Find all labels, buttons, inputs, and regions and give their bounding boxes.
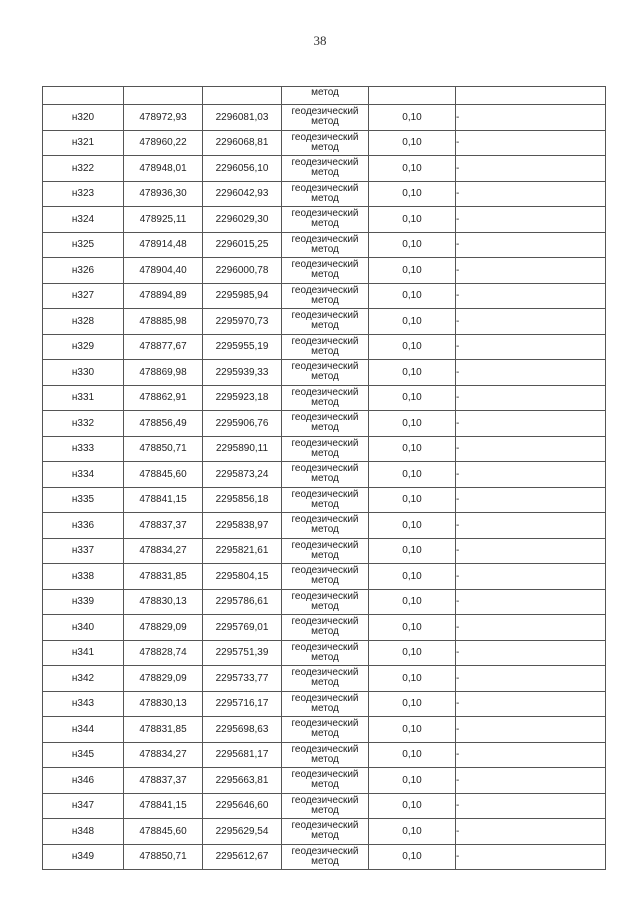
cell-note: -	[456, 207, 606, 233]
table-row	[43, 258, 606, 284]
cell-accuracy	[369, 87, 456, 105]
method-line-1: геодезический	[291, 208, 359, 220]
method-line-2: метод	[311, 269, 339, 281]
method-line-1: геодезический	[291, 412, 359, 424]
cell-x: 478850,71	[124, 844, 203, 870]
table-row	[43, 232, 606, 258]
table-row	[43, 589, 606, 615]
cell-point-name: н337	[43, 538, 124, 564]
method-line-2: метод	[311, 422, 339, 434]
cell-accuracy: 0,10	[369, 487, 456, 513]
cell-note: -	[456, 691, 606, 717]
cell-accuracy: 0,10	[369, 130, 456, 156]
cell-method	[282, 564, 369, 590]
cell-y: 2295923,18	[203, 385, 282, 411]
cell-x: 478837,37	[124, 768, 203, 794]
cell-y	[203, 87, 282, 105]
cell-point-name: н326	[43, 258, 124, 284]
cell-x: 478856,49	[124, 411, 203, 437]
cell-point-name: н324	[43, 207, 124, 233]
table-row	[43, 487, 606, 513]
cell-point-name: н322	[43, 156, 124, 182]
cell-accuracy: 0,10	[369, 538, 456, 564]
cell-accuracy: 0,10	[369, 105, 456, 131]
cell-note: -	[456, 309, 606, 335]
cell-method: метод	[282, 87, 369, 105]
cell-x: 478837,37	[124, 513, 203, 539]
method-line-2: метод	[311, 498, 339, 510]
cell-method	[282, 232, 369, 258]
cell-note: -	[456, 717, 606, 743]
cell-x: 478831,85	[124, 717, 203, 743]
table-row	[43, 513, 606, 539]
cell-note: -	[456, 819, 606, 845]
method-line-1: геодезический	[291, 565, 359, 577]
cell-note: -	[456, 793, 606, 819]
cell-accuracy: 0,10	[369, 156, 456, 182]
cell-note: -	[456, 283, 606, 309]
table-row	[43, 283, 606, 309]
method-line-2: метод	[311, 855, 339, 867]
cell-note: -	[456, 589, 606, 615]
cell-y: 2296056,10	[203, 156, 282, 182]
cell-x: 478869,98	[124, 360, 203, 386]
table-row	[43, 793, 606, 819]
method-line-2: метод	[311, 677, 339, 689]
cell-method	[282, 258, 369, 284]
cell-x: 478894,89	[124, 283, 203, 309]
cell-accuracy: 0,10	[369, 309, 456, 335]
method-line-2: метод	[311, 473, 339, 485]
cell-y: 2296068,81	[203, 130, 282, 156]
method-line-1: геодезический	[291, 590, 359, 602]
cell-x: 478948,01	[124, 156, 203, 182]
method-line-2: метод	[311, 651, 339, 663]
cell-method	[282, 666, 369, 692]
method-line-1: геодезический	[291, 820, 359, 832]
cell-method	[282, 207, 369, 233]
cell-accuracy: 0,10	[369, 640, 456, 666]
cell-point-name	[43, 87, 124, 105]
method-line-1: геодезический	[291, 641, 359, 653]
method-line-1: геодезический	[291, 794, 359, 806]
cell-note: -	[456, 258, 606, 284]
cell-x: 478829,09	[124, 666, 203, 692]
cell-accuracy: 0,10	[369, 564, 456, 590]
table-row	[43, 844, 606, 870]
table-row	[43, 564, 606, 590]
method-line-1: геодезический	[291, 386, 359, 398]
table-row	[43, 181, 606, 207]
cell-accuracy: 0,10	[369, 207, 456, 233]
cell-x: 478914,48	[124, 232, 203, 258]
cell-note	[456, 87, 606, 105]
cell-point-name: н329	[43, 334, 124, 360]
cell-y: 2295786,61	[203, 589, 282, 615]
cell-y: 2295804,15	[203, 564, 282, 590]
cell-accuracy: 0,10	[369, 258, 456, 284]
table-row	[43, 207, 606, 233]
method-line-1: геодезический	[291, 335, 359, 347]
cell-accuracy: 0,10	[369, 181, 456, 207]
table-row	[43, 819, 606, 845]
cell-method	[282, 793, 369, 819]
cell-y: 2295821,61	[203, 538, 282, 564]
cell-y: 2295970,73	[203, 309, 282, 335]
cell-note: -	[456, 564, 606, 590]
method-line-1: геодезический	[291, 437, 359, 449]
method-line-2: метод	[311, 600, 339, 612]
cell-note: -	[456, 615, 606, 641]
method-line-1: геодезический	[291, 488, 359, 500]
cell-point-name: н328	[43, 309, 124, 335]
cell-point-name: н332	[43, 411, 124, 437]
cell-point-name: н346	[43, 768, 124, 794]
method-line-2: метод	[311, 575, 339, 587]
cell-note: -	[456, 436, 606, 462]
cell-x: 478830,13	[124, 691, 203, 717]
cell-accuracy: 0,10	[369, 793, 456, 819]
cell-accuracy: 0,10	[369, 666, 456, 692]
cell-x: 478845,60	[124, 462, 203, 488]
table-row	[43, 360, 606, 386]
cell-method	[282, 181, 369, 207]
method-line-2: метод	[311, 141, 339, 153]
cell-method	[282, 640, 369, 666]
method-line-2: метод	[311, 320, 339, 332]
cell-y: 2295698,63	[203, 717, 282, 743]
method-line-2: метод	[311, 779, 339, 791]
method-line-1: геодезический	[291, 743, 359, 755]
table-row	[43, 691, 606, 717]
cell-y: 2295906,76	[203, 411, 282, 437]
method-line-2: метод	[311, 728, 339, 740]
method-line-2: метод	[311, 192, 339, 204]
cell-point-name: н335	[43, 487, 124, 513]
cell-x: 478960,22	[124, 130, 203, 156]
cell-method	[282, 819, 369, 845]
cell-point-name: н348	[43, 819, 124, 845]
table-row	[43, 411, 606, 437]
table-row-continuation	[43, 87, 606, 105]
cell-y: 2295890,11	[203, 436, 282, 462]
table-row	[43, 615, 606, 641]
cell-accuracy: 0,10	[369, 436, 456, 462]
cell-method	[282, 615, 369, 641]
cell-point-name: н341	[43, 640, 124, 666]
cell-accuracy: 0,10	[369, 385, 456, 411]
cell-y: 2295663,81	[203, 768, 282, 794]
cell-x: 478829,09	[124, 615, 203, 641]
cell-y: 2296042,93	[203, 181, 282, 207]
cell-point-name: н342	[43, 666, 124, 692]
cell-note: -	[456, 768, 606, 794]
cell-accuracy: 0,10	[369, 334, 456, 360]
method-line-2: метод	[311, 243, 339, 255]
table-row	[43, 334, 606, 360]
coordinates-table	[42, 86, 606, 870]
cell-note: -	[456, 666, 606, 692]
cell-point-name: н338	[43, 564, 124, 590]
cell-method	[282, 130, 369, 156]
method-line-2: метод	[311, 116, 339, 128]
cell-accuracy: 0,10	[369, 283, 456, 309]
cell-y: 2296081,03	[203, 105, 282, 131]
cell-point-name: н340	[43, 615, 124, 641]
cell-note: -	[456, 513, 606, 539]
cell-accuracy: 0,10	[369, 691, 456, 717]
cell-y: 2296015,25	[203, 232, 282, 258]
cell-accuracy: 0,10	[369, 232, 456, 258]
cell-accuracy: 0,10	[369, 411, 456, 437]
cell-note: -	[456, 334, 606, 360]
cell-note: -	[456, 181, 606, 207]
method-line-1: геодезический	[291, 514, 359, 526]
cell-note: -	[456, 640, 606, 666]
method-line-1: геодезический	[291, 539, 359, 551]
cell-x: 478828,74	[124, 640, 203, 666]
method-line-1: геодезический	[291, 361, 359, 373]
table-row	[43, 309, 606, 335]
cell-y: 2295856,18	[203, 487, 282, 513]
cell-y: 2296029,30	[203, 207, 282, 233]
table-row	[43, 436, 606, 462]
cell-accuracy: 0,10	[369, 768, 456, 794]
cell-note: -	[456, 105, 606, 131]
cell-point-name: н334	[43, 462, 124, 488]
method-line-2: метод	[311, 447, 339, 459]
cell-x: 478841,15	[124, 487, 203, 513]
method-line-2: метод	[311, 626, 339, 638]
cell-accuracy: 0,10	[369, 360, 456, 386]
cell-accuracy: 0,10	[369, 589, 456, 615]
cell-method	[282, 309, 369, 335]
method-line-1: геодезический	[291, 769, 359, 781]
cell-x	[124, 87, 203, 105]
table-row	[43, 462, 606, 488]
method-line-1: геодезический	[291, 845, 359, 857]
cell-x: 478834,27	[124, 538, 203, 564]
table-row	[43, 538, 606, 564]
cell-method	[282, 487, 369, 513]
method-line-1: геодезический	[291, 233, 359, 245]
cell-point-name: н343	[43, 691, 124, 717]
table-row	[43, 666, 606, 692]
cell-method	[282, 742, 369, 768]
method-line-2: метод	[311, 804, 339, 816]
cell-note: -	[456, 462, 606, 488]
cell-point-name: н320	[43, 105, 124, 131]
cell-point-name: н325	[43, 232, 124, 258]
cell-method	[282, 538, 369, 564]
cell-point-name: н333	[43, 436, 124, 462]
cell-y: 2295751,39	[203, 640, 282, 666]
method-line-1: геодезический	[291, 131, 359, 143]
cell-x: 478877,67	[124, 334, 203, 360]
cell-accuracy: 0,10	[369, 717, 456, 743]
cell-point-name: н349	[43, 844, 124, 870]
table-row	[43, 640, 606, 666]
cell-point-name: н347	[43, 793, 124, 819]
table-row	[43, 156, 606, 182]
cell-point-name: н327	[43, 283, 124, 309]
method-line-1: геодезический	[291, 182, 359, 194]
cell-point-name: н331	[43, 385, 124, 411]
table-row	[43, 717, 606, 743]
cell-accuracy: 0,10	[369, 844, 456, 870]
method-line-1: геодезический	[291, 157, 359, 169]
cell-y: 2295769,01	[203, 615, 282, 641]
cell-x: 478831,85	[124, 564, 203, 590]
method-line-2: метод	[311, 218, 339, 230]
method-line-2: метод	[311, 549, 339, 561]
method-line-2: метод	[311, 753, 339, 765]
cell-point-name: н339	[43, 589, 124, 615]
cell-method	[282, 156, 369, 182]
cell-method	[282, 105, 369, 131]
cell-x: 478850,71	[124, 436, 203, 462]
coordinates-table-body	[43, 87, 606, 870]
cell-x: 478904,40	[124, 258, 203, 284]
cell-x: 478936,30	[124, 181, 203, 207]
cell-x: 478925,11	[124, 207, 203, 233]
cell-accuracy: 0,10	[369, 615, 456, 641]
cell-method	[282, 411, 369, 437]
table-row	[43, 742, 606, 768]
cell-accuracy: 0,10	[369, 513, 456, 539]
method-line-2: метод	[311, 830, 339, 842]
cell-y: 2295873,24	[203, 462, 282, 488]
cell-point-name: н344	[43, 717, 124, 743]
cell-note: -	[456, 385, 606, 411]
method-line-2: метод	[311, 345, 339, 357]
cell-point-name: н336	[43, 513, 124, 539]
method-line-1: геодезический	[291, 667, 359, 679]
cell-y: 2295629,54	[203, 819, 282, 845]
method-line-2: метод	[311, 371, 339, 383]
cell-note: -	[456, 156, 606, 182]
cell-x: 478834,27	[124, 742, 203, 768]
method-line-2: метод	[311, 702, 339, 714]
cell-point-name: н330	[43, 360, 124, 386]
cell-accuracy: 0,10	[369, 462, 456, 488]
cell-y: 2295955,19	[203, 334, 282, 360]
cell-y: 2296000,78	[203, 258, 282, 284]
cell-x: 478841,15	[124, 793, 203, 819]
cell-note: -	[456, 487, 606, 513]
cell-note: -	[456, 411, 606, 437]
table-row	[43, 130, 606, 156]
table-row	[43, 385, 606, 411]
cell-point-name: н323	[43, 181, 124, 207]
method-line-1: геодезический	[291, 463, 359, 475]
cell-method	[282, 283, 369, 309]
cell-method	[282, 691, 369, 717]
method-line-1: геодезический	[291, 718, 359, 730]
cell-note: -	[456, 360, 606, 386]
cell-x: 478845,60	[124, 819, 203, 845]
cell-method	[282, 589, 369, 615]
cell-method	[282, 385, 369, 411]
method-line-1: геодезический	[291, 692, 359, 704]
method-line-2: метод	[311, 167, 339, 179]
cell-method	[282, 360, 369, 386]
cell-method	[282, 844, 369, 870]
cell-note: -	[456, 232, 606, 258]
cell-y: 2295985,94	[203, 283, 282, 309]
page-number: 38	[313, 33, 327, 48]
cell-note: -	[456, 742, 606, 768]
cell-x: 478830,13	[124, 589, 203, 615]
cell-y: 2295612,67	[203, 844, 282, 870]
cell-y: 2295939,33	[203, 360, 282, 386]
cell-method	[282, 717, 369, 743]
method-line-2: метод	[311, 524, 339, 536]
cell-x: 478972,93	[124, 105, 203, 131]
cell-note: -	[456, 130, 606, 156]
cell-accuracy: 0,10	[369, 819, 456, 845]
cell-x: 478862,91	[124, 385, 203, 411]
cell-y: 2295681,17	[203, 742, 282, 768]
cell-method	[282, 462, 369, 488]
cell-y: 2295716,17	[203, 691, 282, 717]
cell-y: 2295646,60	[203, 793, 282, 819]
cell-method	[282, 768, 369, 794]
method-line-1: геодезический	[291, 259, 359, 271]
table-row	[43, 768, 606, 794]
method-line-1: геодезический	[291, 284, 359, 296]
cell-x: 478885,98	[124, 309, 203, 335]
cell-method	[282, 513, 369, 539]
cell-method	[282, 436, 369, 462]
cell-point-name: н321	[43, 130, 124, 156]
table-row	[43, 105, 606, 131]
cell-note: -	[456, 538, 606, 564]
cell-y: 2295733,77	[203, 666, 282, 692]
cell-point-name: н345	[43, 742, 124, 768]
method-line-1: геодезический	[291, 310, 359, 322]
method-line-1: геодезический	[291, 616, 359, 628]
cell-note: -	[456, 844, 606, 870]
method-line-1: геодезический	[291, 106, 359, 118]
method-line-2: метод	[311, 396, 339, 408]
cell-y: 2295838,97	[203, 513, 282, 539]
method-line-2: метод	[311, 294, 339, 306]
cell-method	[282, 334, 369, 360]
cell-accuracy: 0,10	[369, 742, 456, 768]
